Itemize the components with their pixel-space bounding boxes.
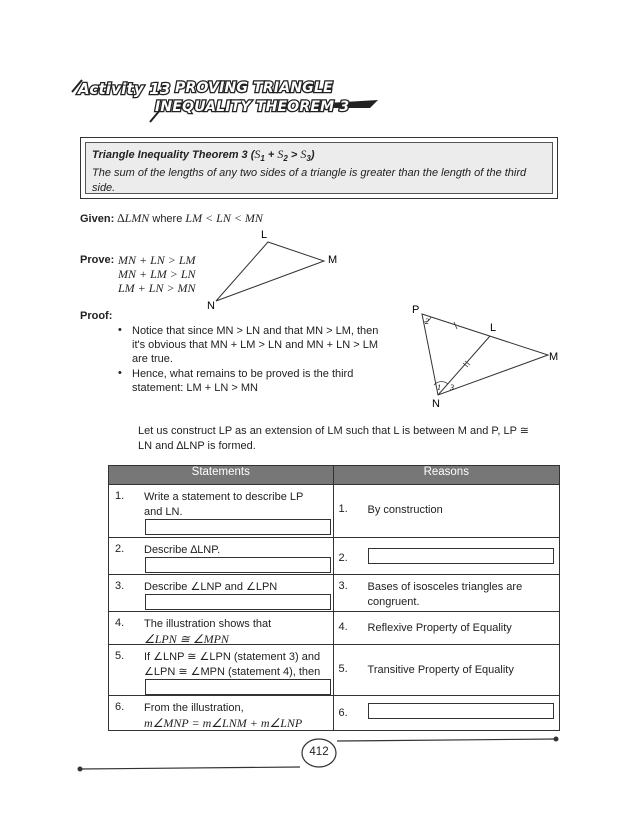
header-statements: Statements <box>109 466 334 485</box>
statement-text-1: Describe ∆LNP. <box>144 544 221 556</box>
prove-line-2: MN + LM > LN <box>118 267 196 281</box>
bullet-2-line-1: Hence, what remains to be proved is the third <box>132 368 354 380</box>
table-row <box>109 485 560 538</box>
vertex-p: P <box>412 304 420 316</box>
reason-text: By construction <box>367 504 443 516</box>
construction-line-1: Let us construct LP as an extension of LM such that L is between M and P, LP ≅ <box>138 425 529 437</box>
reason-number: 5. <box>338 663 348 675</box>
statement-text-1: Describe ∠LNP and ∠LPN <box>144 581 278 593</box>
bullet-1-line-1: Notice that since MN > LN and that MN > LM, then <box>132 325 379 337</box>
reason-number: 6. <box>338 707 348 719</box>
vertex-n2: N <box>432 398 440 410</box>
reason-text: Transitive Property of Equality <box>367 664 514 676</box>
proof-label: Proof: <box>80 310 113 322</box>
given-where: where <box>149 213 186 225</box>
reason-text-2: congruent. <box>367 596 420 608</box>
statement-number: 2. <box>115 543 125 555</box>
statement-5-answer-box[interactable] <box>145 679 331 695</box>
bullet-1 <box>132 324 407 366</box>
statement-text-2: and LN. <box>144 506 183 518</box>
construction-line-2: LN and ∆LNP is formed. <box>138 440 256 452</box>
bullet-1-line-3: are true. <box>132 353 173 365</box>
header-reasons: Reasons <box>333 466 559 485</box>
bullet-2 <box>132 367 407 395</box>
vertex-n: N <box>207 300 215 312</box>
bullet-1-dot: • <box>118 324 122 336</box>
given-label: Given: <box>80 213 115 225</box>
prove-line-3: LM + LN > MN <box>118 281 196 295</box>
table-row <box>109 645 560 696</box>
bullet-1-line-2: it's obvious that MN + LM > LN and MN + LN > LM <box>132 339 379 351</box>
statement-text-1: From the illustration, <box>144 702 244 714</box>
statement-text-2: m∠MNP = m∠LNM + m∠LNP <box>144 716 303 730</box>
statement-number: 5. <box>115 650 125 662</box>
statement-text-1: The illustration shows that <box>144 618 272 630</box>
theorem-statement: The sum of the lengths of any two sides of a triangle is greater than the length of the third side. <box>92 167 527 195</box>
reason-text-1: Bases of isosceles triangles are <box>367 581 523 593</box>
given-line <box>80 211 263 226</box>
statement-text-2: ∠LPN ≅ ∠MPN <box>144 632 229 646</box>
reason-text: Reflexive Property of Equality <box>367 622 512 634</box>
reason-6-answer-box[interactable] <box>368 703 554 719</box>
reason-number: 3. <box>338 580 348 592</box>
reason-number: 2. <box>338 552 348 564</box>
vertex-m2: M <box>549 351 559 363</box>
statement-3-answer-box[interactable] <box>145 594 331 610</box>
reason-number: 1. <box>338 503 348 515</box>
table-row <box>109 538 560 575</box>
prove-label: Prove: <box>80 254 115 266</box>
statement-text-2: ∠LPN ≅ ∠MPN (statement 4), then <box>144 666 321 678</box>
statement-number: 4. <box>115 617 125 629</box>
bullet-2-dot: • <box>118 367 122 379</box>
angle-3-label: 3 <box>450 383 454 392</box>
statement-text-1: If ∠LNP ≅ ∠LPN (statement 3) and <box>144 651 321 663</box>
given-inequality: LM < LN < MN <box>185 211 263 225</box>
table-row <box>109 575 560 612</box>
theorem-box <box>80 137 558 199</box>
vertex-l2: L <box>490 322 497 334</box>
statement-number: 1. <box>115 490 125 502</box>
statement-number: 3. <box>115 580 125 592</box>
theorem-title: Triangle Inequality Theorem 3 $(S_1 + S_2 > S_3)$ <box>92 147 315 164</box>
activity-label: Activity 13 <box>78 80 171 98</box>
vertex-l: L <box>261 229 268 241</box>
reason-2-answer-box[interactable] <box>368 548 554 564</box>
triangle-lmn-figure <box>200 225 350 315</box>
statement-1-answer-box[interactable] <box>145 519 331 535</box>
statement-text-1: Write a statement to describe LP <box>144 491 304 503</box>
construction-text <box>138 424 568 454</box>
statement-number: 6. <box>115 701 125 713</box>
given-triangle: ∆LMN <box>117 211 150 225</box>
activity-title-line1: PROVING TRIANGLE <box>175 80 333 96</box>
bullet-2-line-2: statement: LM + LN > MN <box>132 382 258 394</box>
proof-table <box>108 465 560 731</box>
prove-line-1: MN + LN > LM <box>118 253 196 267</box>
angle-1-label: 1 <box>437 383 441 392</box>
table-row <box>109 612 560 645</box>
triangle-pmn-figure <box>400 300 570 410</box>
vertex-m: M <box>328 254 338 266</box>
statement-2-answer-box[interactable] <box>145 557 331 573</box>
activity-title-line2: INEQUALITY THEOREM 3 <box>155 99 350 115</box>
page-number: 412 <box>309 746 329 758</box>
reason-number: 4. <box>338 621 348 633</box>
angle-2-label: 2 <box>425 317 429 326</box>
